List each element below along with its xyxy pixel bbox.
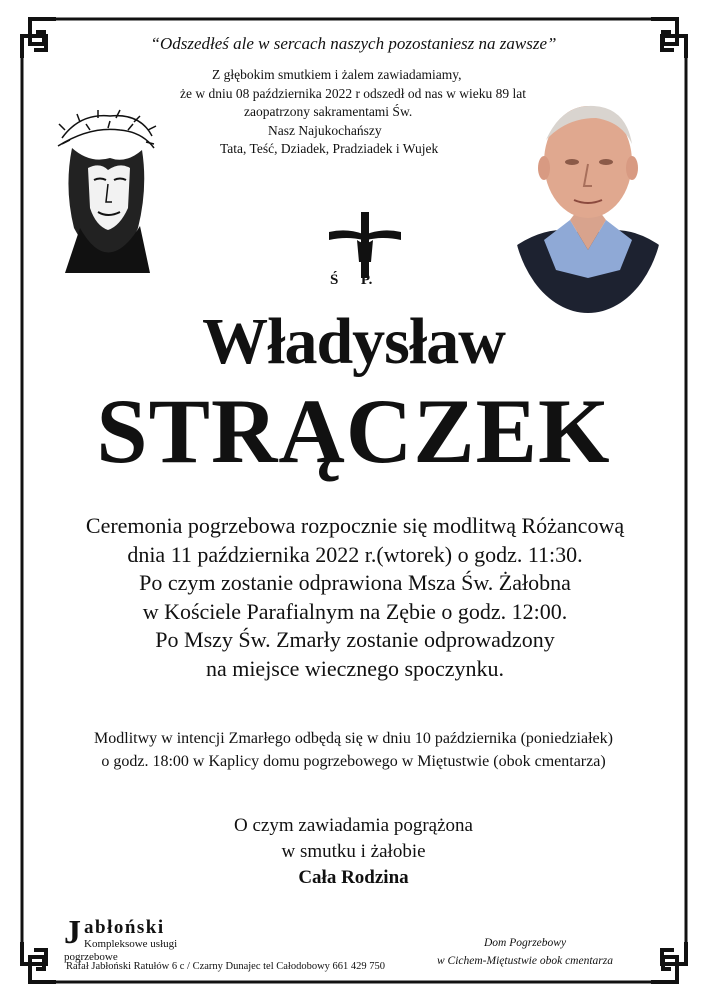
closing-line: w smutku i żałobie [281, 841, 426, 862]
company-address: Rafał Jabłoński Ratułów 6 c / Czarny Dunajec tel Całodobowy 661 429 750 [66, 961, 386, 972]
funeral-home [410, 934, 640, 970]
prayer-line: o godz. 18:00 w Kaplicy domu pogrzebowego w Miętustwie (obok cmentarza) [101, 753, 606, 770]
intro-line: zaopatrzony sakramentami Św. [244, 104, 413, 119]
company-logo [64, 914, 214, 964]
ceremony-line: Ceremonia pogrzebowa rozpocznie się modlitwą Różancową [85, 513, 625, 538]
company-subtitle: Kompleksowe usługi pogrzebowe [64, 938, 178, 963]
christ-crown-of-thorns-image [50, 108, 160, 278]
intro-line: że w dniu 08 października 2022 r odszedł od nas w wieku 89 lat [180, 85, 527, 101]
ceremony-line: w Kościele Parafialnym na Zębie o godz. 12:00. [142, 598, 568, 624]
family-signature: Cała Rodzina [298, 867, 409, 888]
logo-name: abłoński [84, 917, 165, 938]
funeral-home-line: w Cichem-Miętustwie obok cmentarza [437, 955, 613, 967]
closing-line: O czym zawiadamia pogrążona [234, 815, 473, 836]
intro-line: Nasz Najukochańszy [268, 122, 382, 138]
deceased-portrait-photo [510, 100, 666, 314]
ceremony-line: dnia 11 października 2022 r.(wtorek) o godz. 11:30. [127, 541, 583, 567]
ceremony-line: Po Mszy Św. Zmarły zostanie odprowadzony [155, 627, 555, 652]
funeral-home-line: Dom Pogrzebowy [483, 937, 567, 949]
motto: “Odszedłeś ale w sercach naszych pozostaniesz na zawsze” [150, 34, 557, 53]
ceremony-line: Po czym zostanie odprawiona Msza Św. Żałobna [139, 570, 571, 595]
announcement-intro [160, 66, 530, 159]
intro-line: Tata, Teść, Dziadek, Pradziadek i Wujek [220, 141, 439, 156]
intro-line: Z głębokim smutkiem i żalem zawiadamiamy, [212, 67, 462, 82]
prayer-line: Modlitwy w intencji Zmarłego odbędą się w dniu 10 października (poniedziałek) [94, 730, 613, 747]
deceased-last-name: STRĄCZEK [96, 380, 611, 482]
cross-caption: Ś P. [330, 272, 373, 288]
deceased-first-name: Władysław [202, 305, 505, 378]
ceremony-line: na miejsce wiecznego spoczynku. [205, 655, 505, 681]
prayer-info [20, 727, 687, 773]
ceremony-details [40, 512, 670, 683]
closing-text [0, 813, 707, 891]
logo-initial: J [64, 914, 81, 951]
